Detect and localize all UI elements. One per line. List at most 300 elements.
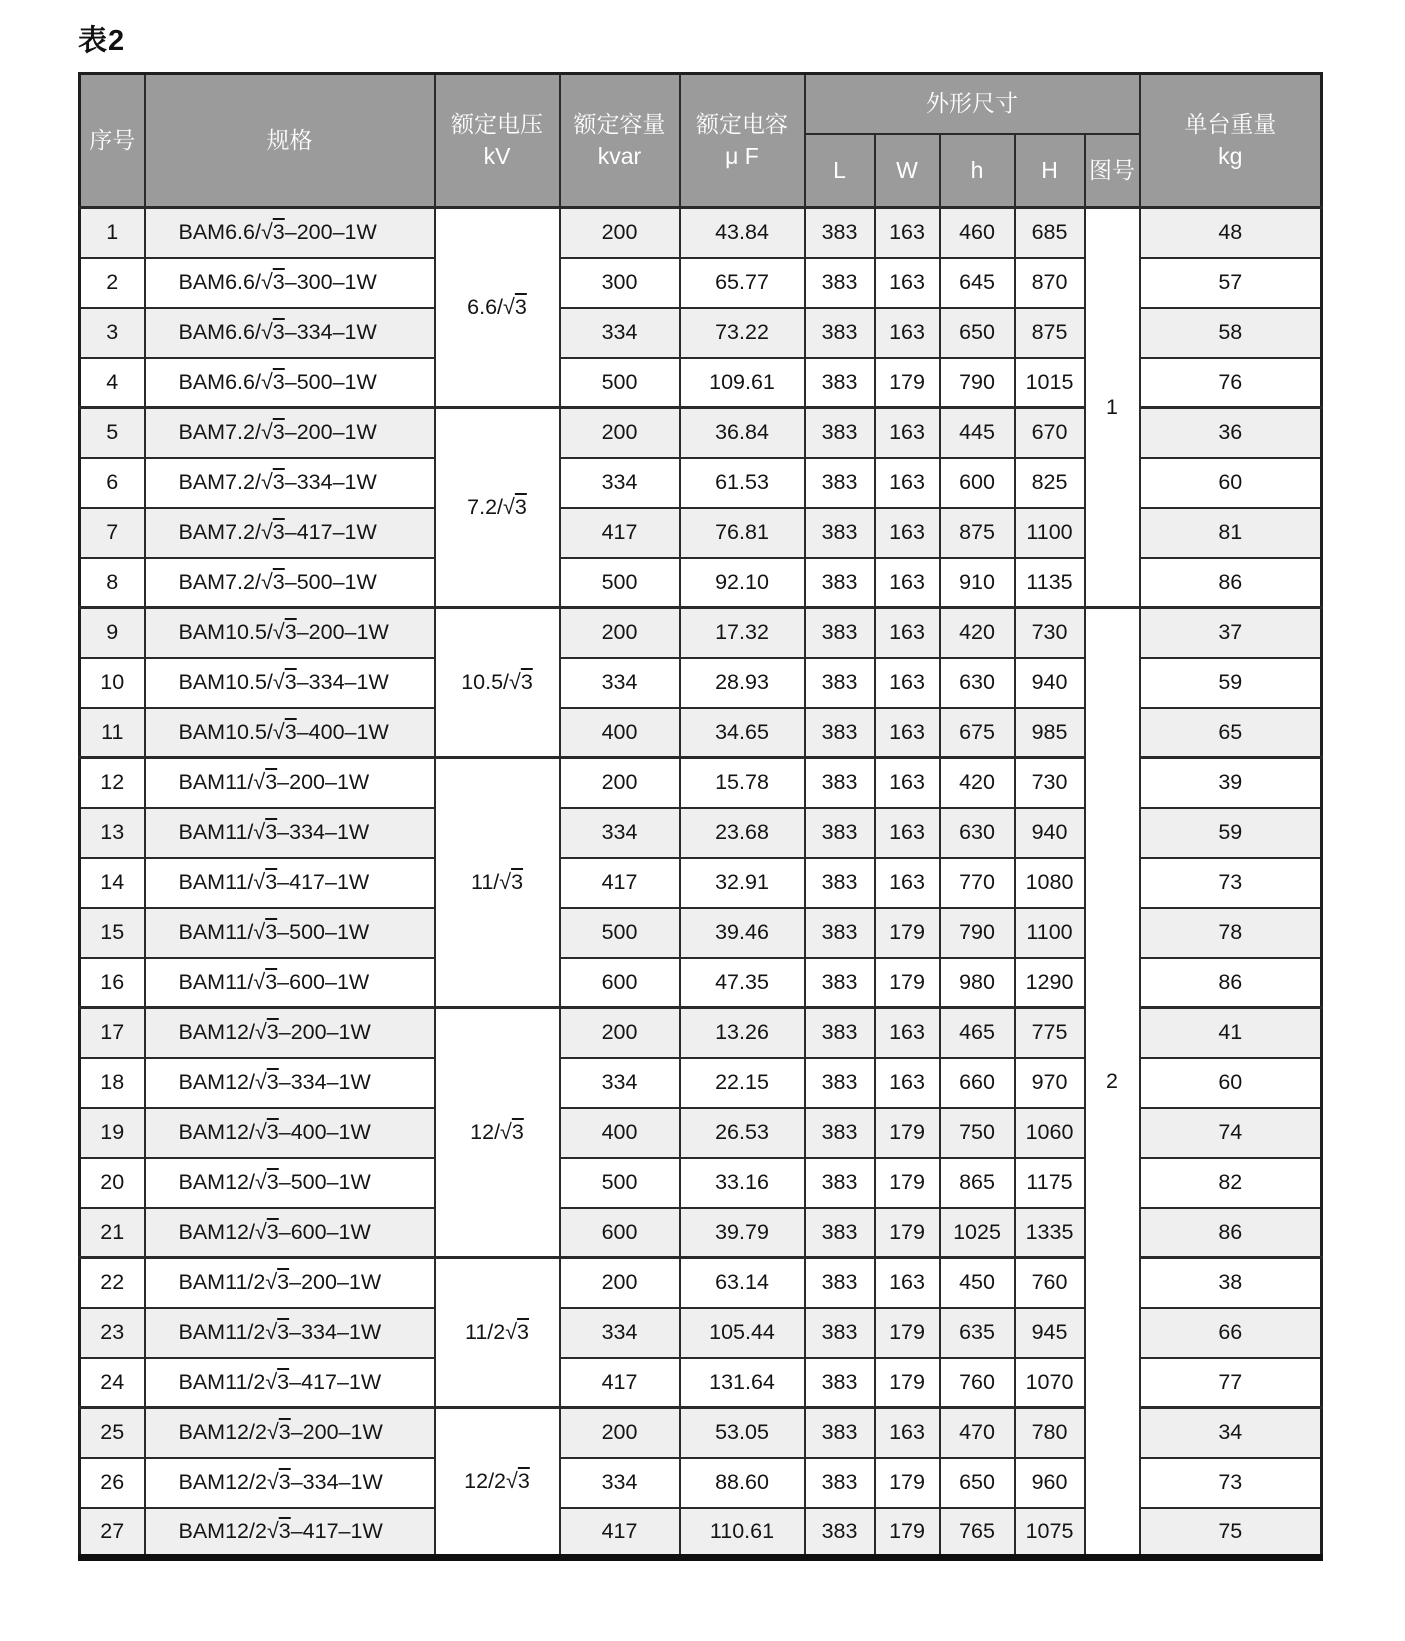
cell-spec: BAM11/2√3–200–1W bbox=[145, 1258, 435, 1308]
cell-spec: BAM7.2/√3–500–1W bbox=[145, 558, 435, 608]
cell-capacity: 500 bbox=[560, 1158, 680, 1208]
cell-W: 163 bbox=[875, 1058, 940, 1108]
cell-W: 163 bbox=[875, 708, 940, 758]
cell-L: 383 bbox=[805, 1258, 875, 1308]
header-col-L: L bbox=[805, 134, 875, 208]
cell-weight: 59 bbox=[1140, 658, 1322, 708]
cell-capacity: 200 bbox=[560, 1008, 680, 1058]
cell-spec: BAM7.2/√3–334–1W bbox=[145, 458, 435, 508]
table-header bbox=[80, 74, 1322, 208]
cell-figure: 2 bbox=[1085, 608, 1140, 1558]
cell-capacity: 200 bbox=[560, 408, 680, 458]
cell-no: 23 bbox=[80, 1308, 145, 1358]
cell-no: 4 bbox=[80, 358, 145, 408]
cell-W: 163 bbox=[875, 258, 940, 308]
header-capacitance-label: 额定电容 bbox=[696, 111, 788, 138]
cell-h: 750 bbox=[940, 1108, 1015, 1158]
cell-L: 383 bbox=[805, 358, 875, 408]
cell-L: 383 bbox=[805, 1108, 875, 1158]
cell-W: 179 bbox=[875, 958, 940, 1008]
cell-weight: 86 bbox=[1140, 958, 1322, 1008]
cell-L: 383 bbox=[805, 558, 875, 608]
cell-W: 163 bbox=[875, 408, 940, 458]
cell-capacitance: 92.10 bbox=[680, 558, 805, 608]
cell-h: 765 bbox=[940, 1508, 1015, 1558]
cell-capacity: 500 bbox=[560, 908, 680, 958]
cell-H: 875 bbox=[1015, 308, 1085, 358]
cell-spec: BAM12/√3–500–1W bbox=[145, 1158, 435, 1208]
cell-H: 1335 bbox=[1015, 1208, 1085, 1258]
cell-capacity: 334 bbox=[560, 658, 680, 708]
cell-capacity: 600 bbox=[560, 958, 680, 1008]
cell-no: 27 bbox=[80, 1508, 145, 1558]
radicand: 3 bbox=[517, 1469, 530, 1493]
radicand: 3 bbox=[277, 1270, 290, 1295]
cell-H: 940 bbox=[1015, 808, 1085, 858]
cell-W: 163 bbox=[875, 458, 940, 508]
cell-W: 179 bbox=[875, 1208, 940, 1258]
cell-h: 450 bbox=[940, 1258, 1015, 1308]
cell-weight: 86 bbox=[1140, 558, 1322, 608]
cell-weight: 60 bbox=[1140, 458, 1322, 508]
cell-no: 13 bbox=[80, 808, 145, 858]
cell-W: 163 bbox=[875, 808, 940, 858]
cell-capacitance: 131.64 bbox=[680, 1358, 805, 1408]
cell-capacity: 417 bbox=[560, 1358, 680, 1408]
radicand: 3 bbox=[511, 1120, 524, 1144]
cell-H: 985 bbox=[1015, 708, 1085, 758]
cell-h: 630 bbox=[940, 808, 1015, 858]
cell-capacitance: 105.44 bbox=[680, 1308, 805, 1358]
cell-H: 670 bbox=[1015, 408, 1085, 458]
cell-H: 960 bbox=[1015, 1458, 1085, 1508]
cell-h: 650 bbox=[940, 308, 1015, 358]
cell-capacity: 417 bbox=[560, 508, 680, 558]
cell-spec: BAM6.6/√3–300–1W bbox=[145, 258, 435, 308]
cell-capacity: 200 bbox=[560, 608, 680, 658]
cell-W: 163 bbox=[875, 308, 940, 358]
cell-spec: BAM11/√3–200–1W bbox=[145, 758, 435, 808]
cell-weight: 75 bbox=[1140, 1508, 1322, 1558]
header-col-capacity bbox=[560, 74, 680, 208]
cell-capacitance: 15.78 bbox=[680, 758, 805, 808]
cell-h: 660 bbox=[940, 1058, 1015, 1108]
cell-no: 11 bbox=[80, 708, 145, 758]
cell-weight: 76 bbox=[1140, 358, 1322, 408]
cell-no: 2 bbox=[80, 258, 145, 308]
cell-no: 26 bbox=[80, 1458, 145, 1508]
cell-W: 163 bbox=[875, 758, 940, 808]
cell-L: 383 bbox=[805, 608, 875, 658]
cell-H: 970 bbox=[1015, 1058, 1085, 1108]
cell-weight: 41 bbox=[1140, 1008, 1322, 1058]
cell-capacity: 334 bbox=[560, 1058, 680, 1108]
cell-no: 1 bbox=[80, 208, 145, 258]
cell-H: 685 bbox=[1015, 208, 1085, 258]
cell-capacitance: 39.46 bbox=[680, 908, 805, 958]
radicand: 3 bbox=[266, 1170, 279, 1194]
cell-no: 16 bbox=[80, 958, 145, 1008]
cell-h: 770 bbox=[940, 858, 1015, 908]
cell-W: 179 bbox=[875, 1508, 940, 1558]
cell-L: 383 bbox=[805, 1008, 875, 1058]
cell-H: 780 bbox=[1015, 1408, 1085, 1458]
cell-spec: BAM11/2√3–417–1W bbox=[145, 1358, 435, 1408]
cell-h: 675 bbox=[940, 708, 1015, 758]
cell-capacity: 334 bbox=[560, 1458, 680, 1508]
table-row bbox=[80, 608, 1322, 658]
cell-no: 12 bbox=[80, 758, 145, 808]
radicand: 3 bbox=[514, 295, 527, 319]
header-row-1 bbox=[80, 74, 1322, 134]
cell-voltage: 12/2√3 bbox=[435, 1408, 560, 1558]
radicand: 3 bbox=[272, 420, 285, 445]
radicand: 3 bbox=[272, 369, 285, 394]
cell-weight: 37 bbox=[1140, 608, 1322, 658]
cell-h: 760 bbox=[940, 1358, 1015, 1408]
cell-spec: BAM12/√3–334–1W bbox=[145, 1058, 435, 1108]
cell-capacity: 600 bbox=[560, 1208, 680, 1258]
cell-capacitance: 65.77 bbox=[680, 258, 805, 308]
radicand: 3 bbox=[278, 1518, 291, 1543]
cell-W: 179 bbox=[875, 1358, 940, 1408]
cell-H: 1175 bbox=[1015, 1158, 1085, 1208]
radicand: 3 bbox=[265, 820, 278, 844]
cell-L: 383 bbox=[805, 658, 875, 708]
radicand: 3 bbox=[266, 1020, 279, 1045]
radicand: 3 bbox=[514, 495, 527, 519]
cell-capacitance: 43.84 bbox=[680, 208, 805, 258]
cell-weight: 86 bbox=[1140, 1208, 1322, 1258]
cell-W: 163 bbox=[875, 608, 940, 658]
header-col-W: W bbox=[875, 134, 940, 208]
cell-voltage: 11/√3 bbox=[435, 758, 560, 1008]
cell-L: 383 bbox=[805, 1308, 875, 1358]
cell-spec: BAM10.5/√3–200–1W bbox=[145, 608, 435, 658]
cell-no: 22 bbox=[80, 1258, 145, 1308]
cell-W: 163 bbox=[875, 1008, 940, 1058]
cell-L: 383 bbox=[805, 258, 875, 308]
header-weight-unit: kg bbox=[1218, 142, 1243, 169]
cell-H: 730 bbox=[1015, 608, 1085, 658]
cell-spec: BAM6.6/√3–200–1W bbox=[145, 208, 435, 258]
cell-W: 163 bbox=[875, 508, 940, 558]
cell-H: 1100 bbox=[1015, 908, 1085, 958]
cell-h: 910 bbox=[940, 558, 1015, 608]
cell-weight: 77 bbox=[1140, 1358, 1322, 1408]
cell-h: 445 bbox=[940, 408, 1015, 458]
cell-capacitance: 47.35 bbox=[680, 958, 805, 1008]
cell-voltage: 7.2/√3 bbox=[435, 408, 560, 608]
cell-capacitance: 32.91 bbox=[680, 858, 805, 908]
cell-W: 163 bbox=[875, 1258, 940, 1308]
radicand: 3 bbox=[278, 1420, 291, 1445]
cell-weight: 48 bbox=[1140, 208, 1322, 258]
cell-h: 460 bbox=[940, 208, 1015, 258]
cell-voltage: 11/2√3 bbox=[435, 1258, 560, 1408]
cell-W: 179 bbox=[875, 1108, 940, 1158]
cell-W: 179 bbox=[875, 1158, 940, 1208]
cell-no: 9 bbox=[80, 608, 145, 658]
cell-capacitance: 13.26 bbox=[680, 1008, 805, 1058]
cell-W: 163 bbox=[875, 208, 940, 258]
cell-capacity: 417 bbox=[560, 858, 680, 908]
cell-L: 383 bbox=[805, 508, 875, 558]
cell-H: 940 bbox=[1015, 658, 1085, 708]
cell-capacity: 200 bbox=[560, 758, 680, 808]
cell-capacitance: 28.93 bbox=[680, 658, 805, 708]
cell-H: 1290 bbox=[1015, 958, 1085, 1008]
cell-L: 383 bbox=[805, 408, 875, 458]
cell-weight: 58 bbox=[1140, 308, 1322, 358]
cell-spec: BAM7.2/√3–200–1W bbox=[145, 408, 435, 458]
radicand: 3 bbox=[272, 520, 285, 544]
cell-spec: BAM11/√3–600–1W bbox=[145, 958, 435, 1008]
cell-weight: 38 bbox=[1140, 1258, 1322, 1308]
radicand: 3 bbox=[272, 320, 285, 344]
cell-weight: 81 bbox=[1140, 508, 1322, 558]
cell-spec: BAM12/2√3–334–1W bbox=[145, 1458, 435, 1508]
table-title: 表2 bbox=[78, 25, 126, 57]
radicand: 3 bbox=[520, 670, 533, 694]
cell-spec: BAM11/√3–334–1W bbox=[145, 808, 435, 858]
cell-h: 465 bbox=[940, 1008, 1015, 1058]
cell-no: 10 bbox=[80, 658, 145, 708]
cell-L: 383 bbox=[805, 808, 875, 858]
cell-L: 383 bbox=[805, 958, 875, 1008]
cell-no: 7 bbox=[80, 508, 145, 558]
cell-weight: 78 bbox=[1140, 908, 1322, 958]
cell-h: 875 bbox=[940, 508, 1015, 558]
cell-h: 635 bbox=[940, 1308, 1015, 1358]
cell-no: 19 bbox=[80, 1108, 145, 1158]
cell-W: 163 bbox=[875, 658, 940, 708]
header-col-h: h bbox=[940, 134, 1015, 208]
cell-weight: 74 bbox=[1140, 1108, 1322, 1158]
cell-h: 470 bbox=[940, 1408, 1015, 1458]
cell-capacitance: 23.68 bbox=[680, 808, 805, 858]
cell-W: 163 bbox=[875, 558, 940, 608]
cell-weight: 36 bbox=[1140, 408, 1322, 458]
radicand: 3 bbox=[265, 920, 278, 944]
cell-weight: 39 bbox=[1140, 758, 1322, 808]
cell-spec: BAM12/√3–200–1W bbox=[145, 1008, 435, 1058]
cell-no: 17 bbox=[80, 1008, 145, 1058]
cell-capacitance: 53.05 bbox=[680, 1408, 805, 1458]
radicand: 3 bbox=[511, 870, 524, 894]
cell-h: 645 bbox=[940, 258, 1015, 308]
cell-capacitance: 109.61 bbox=[680, 358, 805, 408]
cell-h: 600 bbox=[940, 458, 1015, 508]
cell-voltage: 12/√3 bbox=[435, 1008, 560, 1258]
cell-no: 25 bbox=[80, 1408, 145, 1458]
cell-capacitance: 26.53 bbox=[680, 1108, 805, 1158]
cell-weight: 82 bbox=[1140, 1158, 1322, 1208]
cell-L: 383 bbox=[805, 1208, 875, 1258]
radicand: 3 bbox=[265, 770, 278, 795]
radicand: 3 bbox=[272, 569, 285, 594]
cell-L: 383 bbox=[805, 708, 875, 758]
cell-capacitance: 88.60 bbox=[680, 1458, 805, 1508]
header-weight-label: 单台重量 bbox=[1184, 111, 1277, 138]
cell-capacitance: 33.16 bbox=[680, 1158, 805, 1208]
cell-capacity: 500 bbox=[560, 358, 680, 408]
header-col-weight bbox=[1140, 74, 1322, 208]
cell-h: 650 bbox=[940, 1458, 1015, 1508]
cell-L: 383 bbox=[805, 458, 875, 508]
cell-H: 1060 bbox=[1015, 1108, 1085, 1158]
header-col-figure: 图号 bbox=[1085, 134, 1140, 208]
cell-W: 163 bbox=[875, 1408, 940, 1458]
cell-no: 24 bbox=[80, 1358, 145, 1408]
cell-h: 420 bbox=[940, 758, 1015, 808]
cell-no: 8 bbox=[80, 558, 145, 608]
cell-capacity: 417 bbox=[560, 1508, 680, 1558]
cell-H: 775 bbox=[1015, 1008, 1085, 1058]
cell-no: 18 bbox=[80, 1058, 145, 1108]
cell-L: 383 bbox=[805, 1158, 875, 1208]
cell-spec: BAM6.6/√3–334–1W bbox=[145, 308, 435, 358]
radicand: 3 bbox=[284, 620, 297, 645]
cell-capacity: 400 bbox=[560, 708, 680, 758]
header-col-no: 序号 bbox=[80, 74, 145, 208]
table-body bbox=[80, 208, 1322, 1558]
cell-weight: 60 bbox=[1140, 1058, 1322, 1108]
cell-L: 383 bbox=[805, 1508, 875, 1558]
cell-h: 790 bbox=[940, 358, 1015, 408]
radicand: 3 bbox=[266, 1219, 279, 1244]
cell-weight: 65 bbox=[1140, 708, 1322, 758]
spec-table bbox=[78, 72, 1323, 1561]
cell-L: 383 bbox=[805, 1408, 875, 1458]
header-voltage-label: 额定电压 bbox=[451, 111, 543, 138]
cell-no: 14 bbox=[80, 858, 145, 908]
radicand: 3 bbox=[277, 1320, 290, 1344]
cell-L: 383 bbox=[805, 1458, 875, 1508]
radicand: 3 bbox=[277, 1369, 290, 1394]
header-col-voltage bbox=[435, 74, 560, 208]
header-col-H: H bbox=[1015, 134, 1085, 208]
cell-H: 1070 bbox=[1015, 1358, 1085, 1408]
cell-weight: 73 bbox=[1140, 858, 1322, 908]
cell-capacitance: 63.14 bbox=[680, 1258, 805, 1308]
header-voltage-unit: kV bbox=[483, 142, 511, 169]
cell-voltage: 6.6/√3 bbox=[435, 208, 560, 408]
cell-H: 1100 bbox=[1015, 508, 1085, 558]
cell-no: 6 bbox=[80, 458, 145, 508]
table-row bbox=[80, 208, 1322, 258]
cell-no: 20 bbox=[80, 1158, 145, 1208]
cell-spec: BAM10.5/√3–400–1W bbox=[145, 708, 435, 758]
cell-h: 1025 bbox=[940, 1208, 1015, 1258]
cell-H: 1080 bbox=[1015, 858, 1085, 908]
cell-H: 870 bbox=[1015, 258, 1085, 308]
cell-h: 790 bbox=[940, 908, 1015, 958]
radicand: 3 bbox=[266, 1120, 279, 1144]
cell-spec: BAM12/√3–600–1W bbox=[145, 1208, 435, 1258]
cell-W: 179 bbox=[875, 1308, 940, 1358]
cell-spec: BAM10.5/√3–334–1W bbox=[145, 658, 435, 708]
radicand: 3 bbox=[266, 1070, 279, 1094]
cell-weight: 34 bbox=[1140, 1408, 1322, 1458]
cell-capacity: 400 bbox=[560, 1108, 680, 1158]
header-col-spec: 规格 bbox=[145, 74, 435, 208]
cell-H: 1015 bbox=[1015, 358, 1085, 408]
cell-L: 383 bbox=[805, 858, 875, 908]
radicand: 3 bbox=[278, 1470, 291, 1494]
header-capacity-label: 额定容量 bbox=[573, 111, 666, 138]
cell-capacity: 200 bbox=[560, 1258, 680, 1308]
radicand: 3 bbox=[272, 220, 285, 245]
cell-spec: BAM12/2√3–417–1W bbox=[145, 1508, 435, 1558]
cell-capacitance: 110.61 bbox=[680, 1508, 805, 1558]
cell-H: 1075 bbox=[1015, 1508, 1085, 1558]
header-col-capacitance bbox=[680, 74, 805, 208]
cell-capacitance: 34.65 bbox=[680, 708, 805, 758]
cell-spec: BAM7.2/√3–417–1W bbox=[145, 508, 435, 558]
radicand: 3 bbox=[265, 969, 278, 994]
cell-L: 383 bbox=[805, 908, 875, 958]
cell-capacitance: 61.53 bbox=[680, 458, 805, 508]
cell-L: 383 bbox=[805, 1058, 875, 1108]
cell-capacitance: 39.79 bbox=[680, 1208, 805, 1258]
radicand: 3 bbox=[265, 870, 278, 894]
cell-W: 179 bbox=[875, 358, 940, 408]
cell-capacity: 300 bbox=[560, 258, 680, 308]
cell-capacitance: 22.15 bbox=[680, 1058, 805, 1108]
cell-capacitance: 73.22 bbox=[680, 308, 805, 358]
header-col-dimensions: 外形尺寸 bbox=[805, 74, 1140, 134]
cell-capacity: 334 bbox=[560, 808, 680, 858]
cell-capacitance: 17.32 bbox=[680, 608, 805, 658]
cell-weight: 66 bbox=[1140, 1308, 1322, 1358]
cell-W: 179 bbox=[875, 908, 940, 958]
cell-figure: 1 bbox=[1085, 208, 1140, 608]
cell-capacity: 200 bbox=[560, 1408, 680, 1458]
cell-no: 3 bbox=[80, 308, 145, 358]
cell-capacity: 200 bbox=[560, 208, 680, 258]
cell-W: 163 bbox=[875, 858, 940, 908]
radicand: 3 bbox=[517, 1320, 530, 1344]
cell-spec: BAM12/√3–400–1W bbox=[145, 1108, 435, 1158]
cell-H: 825 bbox=[1015, 458, 1085, 508]
cell-capacitance: 76.81 bbox=[680, 508, 805, 558]
cell-weight: 73 bbox=[1140, 1458, 1322, 1508]
radicand: 3 bbox=[272, 470, 285, 494]
cell-spec: BAM11/2√3–334–1W bbox=[145, 1308, 435, 1358]
cell-spec: BAM6.6/√3–500–1W bbox=[145, 358, 435, 408]
cell-h: 865 bbox=[940, 1158, 1015, 1208]
cell-capacity: 334 bbox=[560, 1308, 680, 1358]
radicand: 3 bbox=[272, 270, 285, 294]
cell-H: 730 bbox=[1015, 758, 1085, 808]
cell-spec: BAM11/√3–417–1W bbox=[145, 858, 435, 908]
header-capacitance-unit: μ F bbox=[725, 142, 759, 169]
cell-capacity: 500 bbox=[560, 558, 680, 608]
cell-L: 383 bbox=[805, 308, 875, 358]
cell-voltage: 10.5/√3 bbox=[435, 608, 560, 758]
cell-L: 383 bbox=[805, 1358, 875, 1408]
cell-spec: BAM12/2√3–200–1W bbox=[145, 1408, 435, 1458]
cell-h: 630 bbox=[940, 658, 1015, 708]
radicand: 3 bbox=[284, 670, 297, 694]
cell-H: 1135 bbox=[1015, 558, 1085, 608]
cell-L: 383 bbox=[805, 758, 875, 808]
cell-h: 420 bbox=[940, 608, 1015, 658]
cell-W: 179 bbox=[875, 1458, 940, 1508]
cell-capacity: 334 bbox=[560, 458, 680, 508]
radicand: 3 bbox=[284, 719, 297, 744]
